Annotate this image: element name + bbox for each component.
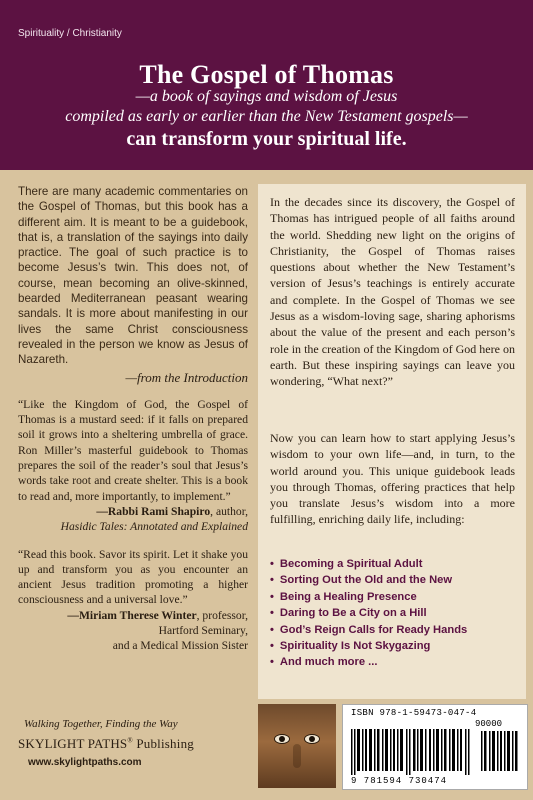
endorser-book-1: Hasidic Tales: Annotated and Explained xyxy=(60,520,248,534)
headline-subtitle-1: —a book of sayings and wisdom of Jesus xyxy=(135,88,398,105)
barcode-bars-icon xyxy=(351,729,471,775)
headline-subtitle-2: compiled as early or earlier than the New Testament gospels— xyxy=(65,108,468,125)
publisher-website: www.skylightpaths.com xyxy=(28,757,142,768)
intro-source: —from the Introduction xyxy=(125,369,248,385)
endorsement-quote-1: “Like the Kingdom of God, the Gospel of Thomas is a mustard seed: if it falls on prepared soil it grows into a sheltering umbrella of grace. Ron Miller’s masterful guidebook to Thomas prepares the soil of the reader’s soul that Jesus’s words take root and create shelter. This is a book to read and, more importantly, to implement.” xyxy=(18,397,248,503)
list-item: • Sorting Out the Old and the New xyxy=(270,572,520,588)
barcode-addon-bars-icon xyxy=(481,731,521,771)
endorser-affiliation-2: and a Medical Mission Sister xyxy=(112,639,248,653)
isbn-label: ISBN 978-1-59473-047-4 xyxy=(351,708,477,718)
endorsement-attribution-2 xyxy=(18,608,248,654)
endorser-affiliation-1: Hartford Seminary, xyxy=(158,624,248,638)
list-item: • Spirituality Is Not Skygazing xyxy=(270,638,520,654)
list-item: • Being a Healing Presence xyxy=(270,589,520,605)
headline-tagline: can transform your spiritual life. xyxy=(126,128,407,150)
endorser-name-1: —Rabbi Rami Shapiro xyxy=(96,504,211,518)
endorser-role-2: , professor, xyxy=(196,608,248,622)
eye-icon xyxy=(304,734,320,744)
list-item: • Daring to Be a City on a Hill xyxy=(270,605,520,621)
left-column xyxy=(18,184,248,654)
publisher-footer xyxy=(18,718,194,768)
category-label: Spirituality / Christianity xyxy=(18,28,122,39)
endorsement-attribution-1 xyxy=(18,504,248,535)
ean-digits: 9 781594 730474 xyxy=(351,776,448,786)
description-paragraph-1: In the decades since its discovery, the Gospel of Thomas has intrigued people of all faiths around the world. Shedding new light on the origins of Christianity, the Gospel of Thomas raises questions about whether the New Testament’s version of Jesus’s teachings is entirely accurate and complete. In the Gospel of Thomas we see Jesus as a wisdom-loving sage, sharing aphorisms about the value of the present and each person’s role in the creation of the Kingdom of God here on earth. But these inspiring sayings can leave you wondering, “What next?” xyxy=(270,195,515,389)
header-band xyxy=(0,0,533,170)
endorser-role-1: , author, xyxy=(210,504,248,518)
price-code: 90000 xyxy=(475,719,503,729)
list-item: • And much more ... xyxy=(270,654,520,670)
list-item: • Becoming a Spiritual Adult xyxy=(270,556,520,572)
publisher-name: SKYLIGHT PATHS® Publishing xyxy=(18,736,194,751)
endorser-name-2: —Miriam Therese Winter xyxy=(67,608,197,622)
isbn-barcode xyxy=(342,704,528,790)
feature-list xyxy=(270,556,520,671)
headline-title: The Gospel of Thomas xyxy=(139,60,394,89)
publisher-motto: Walking Together, Finding the Way xyxy=(24,718,178,730)
description-panel xyxy=(258,184,526,699)
endorsement-quote-2: “Read this book. Savor its spirit. Let it shake you up and transform you as you encounter an ancient Jesus tradition promoting a higher consciousness and a universal love.” xyxy=(18,547,248,607)
icon-portrait-image xyxy=(258,704,336,788)
list-item: • God’s Reign Calls for Ready Hands xyxy=(270,622,520,638)
eye-icon xyxy=(274,734,290,744)
description-paragraph-2: Now you can learn how to start applying Jesus’s wisdom to your own life—and, in turn, to the world around you. This unique guidebook leads you through Thomas, offering practices that help you translate Jesus’s wisdom into a more fulfilling, enriching daily life, including: xyxy=(270,431,515,527)
intro-excerpt: There are many academic commentaries on the Gospel of Thomas, but this book has a different aim. It is meant to be a guidebook, that is, a translation of the sayings into daily practice. The goal of such practice is to become Jesus’s twin. This does not, of course, mean becoming an olive-skinned, bearded Mediterranean peasant wearing sandals. It is more about manifesting in our lives the same Christ consciousness revealed in the person we know as Jesus of Nazareth. xyxy=(18,185,248,367)
